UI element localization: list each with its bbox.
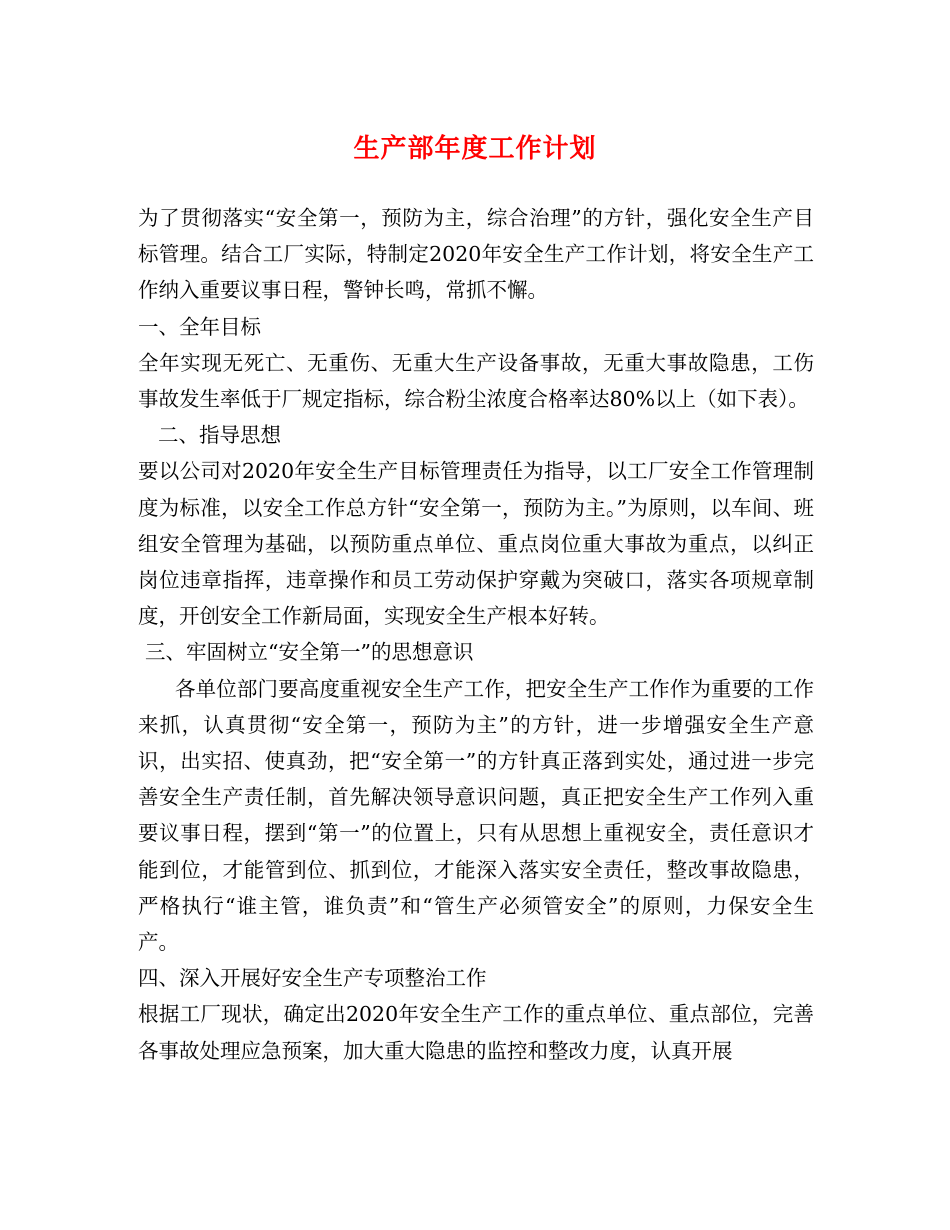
section-heading-4: 四、深入开展好安全生产专项整治工作 [138,966,487,991]
document-title: 生产部年度工作计划 [353,134,597,164]
intro-paragraph: 为了贯彻落实“安全第一，预防为主，综合治理”的方针，强化安全生产目标管理。结合工厂实际，特制定2020年安全生产工作计划，将安全生产工作纳入重要议事日程，警钟长鸣，常抓不懈。 [138,206,814,303]
section-heading-2: 二、指导思想 [158,423,281,448]
section-paragraph-2: 要以公司对2020年安全生产目标管理责任为指导，以工厂安全工作管理制度为标准，以安全工作总方针“安全第一，预防为主。”为原则，以车间、班组安全管理为基础，以预防重点单位、重点岗位重大事故为重点，以纠正岗位违章指挥，违章操作和员工劳动保护穿戴为突破口，落实各项规章制度，开创安全工作新局面，实现安全生产根本好转。 [138,459,814,629]
section-paragraph-4: 根据工厂现状，确定出2020年安全生产工作的重点单位、重点部位，完善各事故处理应急预案，加大重大隐患的监控和整改力度，认真开展 [138,1002,814,1063]
document-body [138,200,814,1069]
section-heading-3: 三、牢固树立“安全第一”的思想意识 [145,640,474,665]
section-heading-1: 一、全年目标 [138,314,261,339]
section-paragraph-1: 全年实现无死亡、无重伤、无重大生产设备事故，无重大事故隐患，工伤事故发生率低于厂规定指标，综合粉尘浓度合格率达80%以上（如下表）。 [138,350,814,412]
section-paragraph-3: 各单位部门要高度重视安全生产工作，把安全生产工作作为重要的工作来抓，认真贯彻“安全第一，预防为主”的方针，进一步增强安全生产意识，出实招、使真劲，把“安全第一”的方针真正落到实处，通过进一步完善安全生产责任制，首先解决领导意识问题，真正把安全生产工作列入重要议事日程，摆到“第一”的位置上，只有从思想上重视安全，责任意识才能到位，才能管到位、抓到位，才能深入落实安全责任，整改事故隐患，严格执行“谁主管，谁负责”和“管生产必须管安全”的原则，力保安全生产。 [138,676,814,955]
